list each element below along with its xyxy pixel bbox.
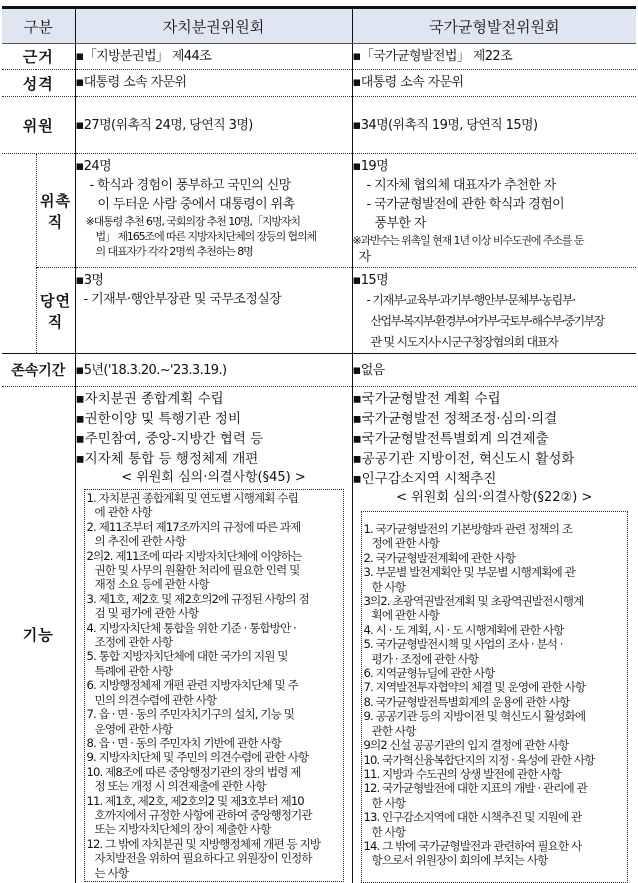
list-item-line: 평가 · 조정에 관한 사항 <box>371 651 479 666</box>
cell-text: 산업부·복지부·환경부·여가부·국토부·해수부·중기부장 <box>370 314 604 328</box>
list-item-line: 8. 읍 · 면 · 동의 주민자치 기반에 관한 사항 <box>86 735 281 750</box>
bullet-item: ▪국가균형발전 정책조정·심의·의결 <box>352 411 558 427</box>
list-item-line: 에 관한 사항 <box>94 505 152 520</box>
list-item-line: 11. 제1호, 제2호, 제2호의2 및 제3호부터 제10 <box>86 793 304 808</box>
cell-text: ▪34명(위촉직 19명, 당연직 15명) <box>352 117 538 133</box>
list-item-line: 2. 제11조부터 제17조까지의 규정에 따른 과제 <box>86 519 301 534</box>
cell-text: 이 두터운 사람 중에서 대통령이 위촉 <box>97 197 295 212</box>
bullet-item: ▪권한이양 및 특행기관 정비 <box>75 411 241 427</box>
bullet-item: ▪국가균형발전 계획 수립 <box>352 391 501 407</box>
list-item-line: 운영에 관한 사항 <box>94 721 173 736</box>
label-part: 위촉 <box>40 191 71 210</box>
list-item-line: 11. 지방과 수도권의 상생 발전에 관한 사항 <box>363 766 561 781</box>
list-item-line: 관한 사항 <box>371 723 416 738</box>
list-item-line: 호까지에서 규정한 사항에 관하여 중앙행정기관 <box>94 807 312 822</box>
row-label: 기능 <box>22 626 54 645</box>
row-exofficio <box>2 268 636 354</box>
list-item-line: 권한 및 사무의 원활한 처리에 필요한 인력 및 <box>94 563 300 578</box>
row-function <box>2 387 636 883</box>
bullet-item: ▪인구감소지역 시책추진 <box>352 471 497 487</box>
header-autonomy-committee: 자치분권위원회 <box>75 8 352 44</box>
label-part: 직 <box>47 212 64 231</box>
list-item-line: 재정 소요 등에 관한 사항 <box>94 577 209 592</box>
cell-text: ▪3명 <box>75 273 104 288</box>
cell-text: - 국가균형발전에 관한 학식과 경험이 <box>366 197 565 212</box>
list-item-line: 의 추진에 관한 사항 <box>94 534 186 549</box>
header-balanced-dev-committee: 국가균형발전위원회 <box>352 8 636 44</box>
list-item-line: 3. 부문별 발전계획안 및 부문별 시행계획에 관 <box>363 565 575 580</box>
header-category: 구분 <box>2 8 75 44</box>
cell-text: ▪「지방분권법」 제44조 <box>75 49 212 64</box>
list-item-line: 한 사항 <box>371 795 406 810</box>
list-item-line: 검 및 평가에 관한 사항 <box>94 606 199 621</box>
list-item-line: 또는 지방자치단체의 장이 제출한 사항 <box>94 822 271 837</box>
list-item-line: 9의2 신설 공공기관의 입지 결정에 관한 사항 <box>363 738 569 753</box>
list-item-line: 정 또는 개정 시 의견제출에 관한 사항 <box>94 779 266 794</box>
list-item-line: 3의2. 초광역권발전계획 및 초광역권발전시행계 <box>363 594 584 609</box>
list-item-line: 12. 국가균형발전에 대한 지표의 개발 · 관리에 관 <box>363 781 587 796</box>
list-item-line: 2. 국가균형발전계획에 관한 사항 <box>363 550 516 565</box>
list-item-line: 9. 공공기관 등의 지방이전 및 혁신도시 활성화에 <box>363 709 586 724</box>
list-item-line: 13. 인구감소지역에 대한 시책추진 및 지원에 관 <box>363 810 582 825</box>
list-item-line: 12. 그 밖에 자치분권 및 지방행정체제 개편 등 지방 <box>86 836 321 851</box>
cell-text: - 지자체 협의체 대표자가 추천한 자 <box>366 178 556 193</box>
row-appointed <box>2 154 636 268</box>
left-caption: < 위원회 심의·의결사항(§45) > <box>121 470 306 485</box>
cell-text: ▪19명 <box>352 159 389 174</box>
cell-note: 법」 제165조에 따른 지방자치단체의 장등의 협의체 <box>95 230 317 243</box>
cell-text: 풍부한 자 <box>374 216 426 231</box>
list-item-line: 5. 국가균형발전시책 및 사업의 조사 · 분석 · <box>363 637 563 652</box>
cell-text: ▪대통령 소속 자문위 <box>75 75 187 90</box>
list-item-line: 민의 의견수렴에 관한 사항 <box>94 692 217 707</box>
list-item-line: 2의2. 제11조에 따라 지방자치단체에 이양하는 <box>86 548 302 563</box>
list-item-line: 특례에 관한 사항 <box>94 663 173 678</box>
list-item-line: 10. 국가혁신융복합단지의 지정 · 육성에 관한 사항 <box>363 752 595 767</box>
cell-text: ▪27명(위촉직 24명, 당연직 3명) <box>75 117 253 133</box>
list-item-line: 8. 국가균형발전특별회계의 운용에 관한 사항 <box>363 694 570 709</box>
blank-cell <box>2 154 36 354</box>
list-item-line: 1. 국가균형발전의 기본방향과 관련 정책의 조 <box>363 522 573 536</box>
list-item-line: 5. 통합 지방자치단체에 대한 국가의 지원 및 <box>86 649 288 664</box>
list-item-line: 1. 자치분권 종합계획 및 연도별 시행계획 수립 <box>86 491 298 505</box>
list-item-line: 한 사항 <box>371 579 406 594</box>
cell-text: - 기재부·교육부·과기부·행안부·문체부·농림부· <box>366 293 576 307</box>
row-label: 위원 <box>2 97 75 154</box>
bullet-item: ▪주민참여, 중앙-지방간 협력 등 <box>75 431 264 447</box>
list-item-line: 정에 관한 사항 <box>371 536 439 551</box>
cell-text: - 학식과 경험이 풍부하고 국민의 신망 <box>89 178 291 193</box>
row-duration <box>2 354 636 387</box>
list-item-line: 조정에 관한 사항 <box>94 635 173 650</box>
bullet-item: ▪자치분권 종합계획 수립 <box>75 391 224 407</box>
list-item-line: 4. 지방자치단체 통합을 위한 기준 · 통합방안 · <box>86 620 296 635</box>
bullet-item: ▪지자체 통합 등 행정체제 개편 <box>75 451 259 467</box>
comparison-table <box>2 6 636 883</box>
right-bullets <box>353 389 637 489</box>
header-row <box>2 8 636 44</box>
bullet-item: ▪국가균형발전특별회계 의견제출 <box>352 431 549 447</box>
list-item-line: 자치발전을 위하여 필요하다고 위원장이 인정하 <box>94 851 312 866</box>
list-item-line: 10. 제8조에 따른 중앙행정기관의 장의 법령 제 <box>86 764 301 779</box>
row-label: 성격 <box>2 70 75 97</box>
cell-text: ▪24명 <box>75 159 112 174</box>
list-item-line: 7. 읍 · 면 · 동의 주민자치기구의 설치, 기능 및 <box>86 707 294 722</box>
cell-text: ▪「국가균형발전법」 제22조 <box>352 49 513 64</box>
list-item-line: 6. 지방행정체제 개편 관련 지방자치단체 및 주 <box>86 678 298 693</box>
cell-text: ▪15명 <box>352 273 389 288</box>
list-item-line: 항으로서 위원장이 회의에 부치는 사항 <box>371 853 548 868</box>
row-label: 근거 <box>2 44 75 70</box>
list-item-line: 7. 지역발전투자협약의 체결 및 운영에 관한 사항 <box>363 680 586 695</box>
list-item-line: 한 사항 <box>371 824 406 839</box>
left-items-box <box>84 489 344 882</box>
cell-text: 관 및 시도지사·시군구청장협의회 대표자 <box>370 335 558 349</box>
list-item-line: 는 사항 <box>94 865 129 880</box>
cell-text: ▪5년('18.3.20.~'23.3.19.) <box>75 362 227 378</box>
label-part: 당연 <box>40 291 71 310</box>
list-item-line: 3. 제1호, 제2호 및 제2호의2에 규정된 사항의 점 <box>86 591 309 606</box>
row-label: 존속기간 <box>2 354 75 387</box>
row-basis <box>2 44 636 70</box>
cell-text: - 기재부·행안부장관 및 국무조정실장 <box>83 292 282 307</box>
cell-note: ※과반수는 위촉일 현재 1년 이상 비수도권에 주소를 둔 <box>352 234 584 247</box>
right-items-box <box>361 511 629 883</box>
label-part: 직 <box>47 312 64 331</box>
list-item-line: 획에 관한 사항 <box>371 608 439 623</box>
bullet-item: ▪공공기관 지방이전, 혁신도시 활성화 <box>352 451 575 467</box>
cell-note: 의 대표자가 각각 2명씩 추천하는 8명 <box>95 245 253 258</box>
right-caption: < 위원회 심의·의결사항(§22②) > <box>396 490 593 505</box>
row-nature <box>2 70 636 97</box>
list-item-line: 6. 지역균형뉴딜에 관한 사항 <box>363 666 495 681</box>
list-item-line: 4. 시 · 도 계획, 시 · 도 시행계획에 관한 사항 <box>363 622 564 637</box>
row-label <box>36 154 75 268</box>
cell-note: ※대통령 추천 6명, 국회의장 추천 10명,「지방자치 <box>85 215 300 228</box>
cell-text: 자 <box>358 250 371 265</box>
row-label <box>36 268 75 354</box>
left-bullets <box>76 389 352 469</box>
cell-text: ▪없음 <box>352 362 385 378</box>
cell-text: ▪대통령 소속 자문위 <box>352 75 464 90</box>
list-item-line: 14. 그 밖에 국가균형발전과 관련하여 필요한 사 <box>363 838 582 853</box>
row-members <box>2 97 636 154</box>
list-item-line: 9. 지방자치단체 및 주민의 의견수렴에 관한 사항 <box>86 750 309 765</box>
